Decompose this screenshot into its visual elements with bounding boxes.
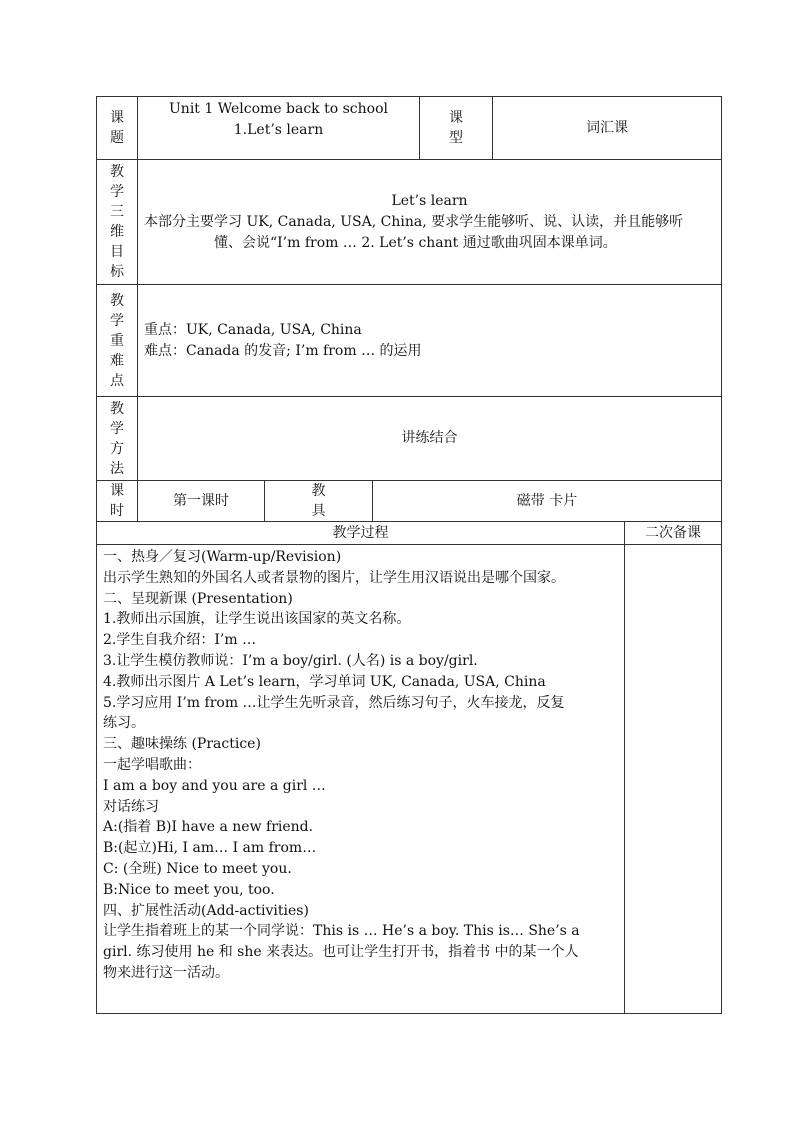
process-line: 四、扩展性活动(Add-activities) — [103, 902, 309, 919]
goals-row — [97, 160, 722, 285]
goals-content — [138, 160, 722, 285]
second-prep-header: 二次备课 — [625, 522, 722, 545]
period-row — [97, 481, 722, 522]
process-line: 让学生指着班上的某一个同学说：This is … He’s a boy. This is… She’s a — [103, 923, 580, 940]
topic-value — [138, 97, 420, 160]
process-line: girl. 练习使用 he 和 she 来表达。也可让学生打开书，指着书 中的某一个人 — [103, 944, 579, 961]
method-row — [97, 397, 722, 481]
goals-line-2: 懂、会说“I’m from … 2. Let’s chant 通过歌曲巩固本课单词。 — [214, 234, 617, 251]
tools-value: 磁带 卡片 — [373, 481, 722, 522]
key-points-row — [97, 285, 722, 397]
key-point-line-2: 难点：Canada 的发音; I’m from … 的运用 — [144, 342, 422, 359]
process-body-row — [97, 545, 722, 1014]
process-line: 1.教师出示国旗，让学生说出该国家的英文名称。 — [103, 611, 411, 628]
method-label: 教 学 方 法 — [97, 397, 138, 481]
process-line: 物来进行这一活动。 — [103, 964, 229, 981]
process-line: B:Nice to meet you, too. — [103, 881, 275, 898]
process-table — [96, 521, 722, 1014]
second-prep-notes — [625, 545, 722, 1014]
process-line: 3.让学生模仿教师说：I’m a boy/girl. (人名) is a boy/girl. — [103, 652, 478, 669]
type-value: 词汇课 — [493, 97, 722, 160]
period-value: 第一课时 — [138, 481, 265, 522]
process-line: 练习。 — [103, 715, 145, 732]
goals-line-1: 本部分主要学习 UK, Canada, USA, China, 要求学生能够听、说、认读，并且能够听 — [144, 213, 684, 230]
key-point-line-1: 重点：UK, Canada, USA, China — [144, 321, 362, 338]
process-line: 5.学习应用 I’m from …让学生先听录音，然后练习句子，火车接龙，反复 — [103, 694, 565, 711]
goals-label: 教 学 三 维 目 标 — [97, 160, 138, 285]
process-line: 4.教师出示图片 A Let’s learn，学习单词 UK, Canada, USA, China — [103, 673, 546, 690]
key-points-label: 教 学 重 难 点 — [97, 285, 138, 397]
goals-title: Let’s learn — [391, 192, 468, 209]
type-label: 课 型 — [420, 97, 493, 160]
topic-line-1: Unit 1 Welcome back to school — [169, 101, 388, 117]
process-line: 一、热身／复习(Warm-up/Revision) — [103, 549, 342, 565]
lesson-info-table — [96, 96, 722, 481]
process-header-row — [97, 522, 722, 545]
process-line: A:(指着 B)I have a new friend. — [103, 819, 314, 836]
process-line: 出示学生熟知的外国名人或者景物的图片，让学生用汉语说出是哪个国家。 — [103, 569, 565, 586]
key-points-content — [138, 285, 722, 397]
process-line: C: (全班) Nice to meet you. — [103, 860, 292, 877]
process-line: 三、趣味操练 (Practice) — [103, 736, 261, 753]
method-value: 讲练结合 — [138, 397, 722, 481]
period-table — [96, 480, 722, 522]
period-label: 课 时 — [97, 481, 138, 522]
process-line: B:(起立)Hi, I am… I am from… — [103, 840, 317, 857]
lesson-plan-sheet — [96, 96, 721, 1014]
process-line: 二、呈现新课 (Presentation) — [103, 590, 293, 607]
process-header: 教学过程 — [97, 522, 625, 545]
process-line: 一起学唱歌曲： — [103, 756, 201, 773]
tools-label: 教 具 — [265, 481, 373, 522]
topic-row — [97, 97, 722, 160]
process-line: 对话练习 — [103, 798, 159, 815]
process-line: 2.学生自我介绍：I’m … — [103, 632, 257, 649]
topic-line-2: 1.Let’s learn — [233, 122, 324, 138]
process-content — [97, 545, 625, 1014]
process-line: I am a boy and you are a girl … — [103, 777, 326, 794]
topic-label: 课 题 — [97, 97, 138, 160]
